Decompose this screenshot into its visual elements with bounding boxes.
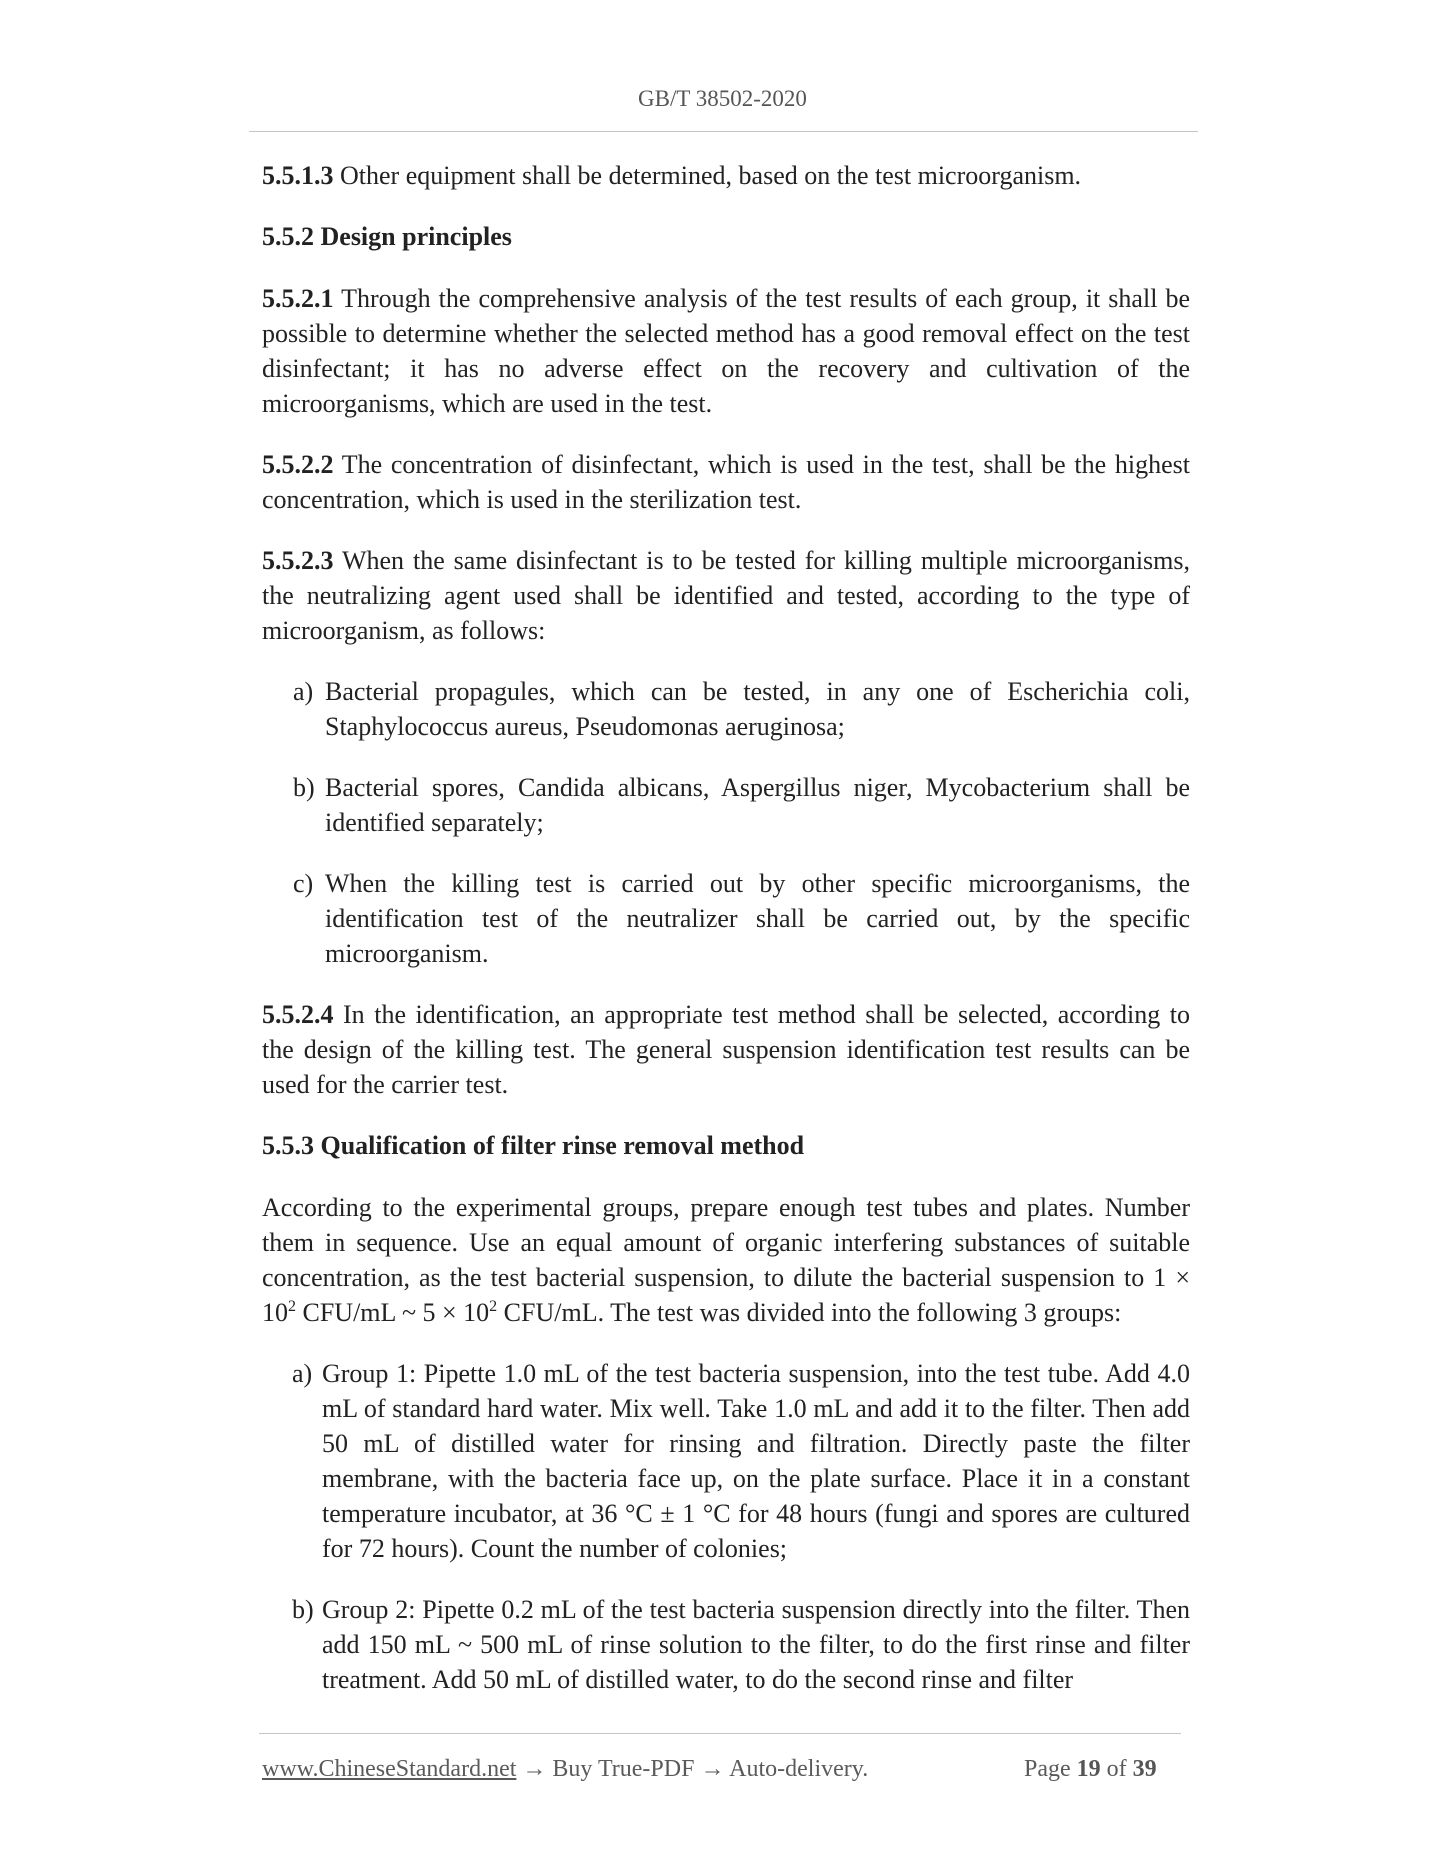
clause-text: Other equipment shall be determined, based on the test microorganism.: [333, 161, 1082, 190]
of-label: of: [1100, 1756, 1133, 1782]
list-item-text: Group 1: Pipette 1.0 mL of the test bacteria suspension, into the test tube. Add 4.0 mL of standard hard water. Mix well. Take 1.0 mL and add it to the filter. Then add 50 mL of distilled water for rinsing and filtration. Directly paste the filter membrane, with the bacteria face up, on the plate surface. Place it in a constant temperature incubator, at 36 °C ± 1 °C for 48 hours (fungi and spores are cultured for 72 hours). Count the number of colonies;: [322, 1359, 1190, 1563]
section-heading-text: 5.5.2 Design principles: [262, 222, 512, 251]
document-id: GB/T 38502-2020: [638, 86, 807, 111]
exponent: 2: [288, 1298, 296, 1315]
clause-5-5-2-2: [262, 447, 1190, 517]
clause-text: When the same disinfectant is to be tested for killing multiple microorganisms, the neutralizing agent used shall be identified and tested, according to the type of microorganism, as follows:: [262, 546, 1190, 645]
page-label: Page: [1024, 1756, 1077, 1782]
page-header: [0, 86, 1445, 112]
list-marker: c): [293, 869, 314, 898]
list-item-text: Group 2: Pipette 0.2 mL of the test bacteria suspension directly into the filter. Then add 150 mL ~ 500 mL of rinse solution to the filter, to do the first rinse and filter treatment. Add 50 mL of distilled water, to do the second rinse and filter: [322, 1595, 1190, 1694]
arrow-right-icon: →: [694, 1756, 730, 1782]
intro-text: According to the experimental groups, prepare enough test tubes and plates. Number them in sequence. Use an equal amount of organic interfering substances of suitable concentration, as the test bacterial suspension, to dilute the bacterial suspension to 1 × 10: [262, 1193, 1190, 1327]
clause-number: 5.5.2.3: [262, 546, 334, 575]
list-item: [262, 674, 1190, 744]
clause-5-5-2-4: [262, 997, 1190, 1102]
section-5-5-3-intro: [262, 1190, 1190, 1330]
list-item: [262, 1592, 1190, 1697]
clause-5-5-2-1: [262, 281, 1190, 421]
page-total: 39: [1132, 1756, 1157, 1782]
page-indicator: [1024, 1756, 1157, 1783]
footer-promo: [262, 1756, 868, 1783]
list-marker: a): [293, 677, 314, 706]
section-heading-5-5-2: [262, 219, 1190, 254]
list-item: [262, 1356, 1190, 1566]
buy-pdf-text: Buy True-PDF: [552, 1756, 695, 1782]
section-heading-text: 5.5.3 Qualification of filter rinse removal method: [262, 1131, 805, 1160]
list-item: [262, 866, 1190, 971]
clause-number: 5.5.2.4: [262, 1000, 334, 1029]
auto-delivery-text: Auto-delivery.: [729, 1756, 869, 1782]
list-item-text: Bacterial propagules, which can be tested, in any one of Escherichia coli, Staphylococcus aureus, Pseudomonas aeruginosa;: [325, 677, 1190, 741]
list-item: [262, 770, 1190, 840]
intro-text: CFU/mL. The test was divided into the following 3 groups:: [497, 1298, 1122, 1327]
list-marker: a): [292, 1359, 313, 1388]
microorganism-list: [262, 674, 1190, 971]
list-item-text: Bacterial spores, Candida albicans, Aspergillus niger, Mycobacterium shall be identified separately;: [325, 773, 1190, 837]
website-link[interactable]: www.ChineseStandard.net: [262, 1756, 517, 1782]
clause-5-5-1-3: [262, 158, 1190, 193]
header-divider: [249, 131, 1198, 132]
list-item-text: When the killing test is carried out by other specific microorganisms, the identification test of the neutralizer shall be carried out, by the specific microorganism.: [325, 869, 1190, 968]
exponent: 2: [489, 1298, 498, 1315]
arrow-right-icon: →: [516, 1756, 553, 1782]
footer-divider: [259, 1733, 1181, 1734]
clause-text: The concentration of disinfectant, which is used in the test, shall be the highest concentration, which is used in the sterilization test.: [262, 450, 1190, 514]
clause-number: 5.5.2.1: [262, 284, 334, 313]
list-marker: b): [293, 773, 315, 802]
test-group-list: [262, 1356, 1190, 1697]
clause-5-5-2-3: [262, 543, 1190, 648]
page-number: 19: [1076, 1756, 1101, 1782]
clause-text: Through the comprehensive analysis of the test results of each group, it shall be possible to determine whether the selected method has a good removal effect on the test disinfectant; it has no adverse effect on the recovery and cultivation of the microorganisms, which are used in the test.: [262, 284, 1190, 418]
list-marker: b): [292, 1595, 314, 1624]
intro-text: CFU/mL ~ 5 × 10: [296, 1298, 490, 1327]
page-content: [262, 158, 1190, 1723]
clause-number: 5.5.2.2: [262, 450, 334, 479]
section-heading-5-5-3: [262, 1128, 1190, 1163]
clause-number: 5.5.1.3: [262, 161, 334, 190]
clause-text: In the identification, an appropriate test method shall be selected, according to the design of the killing test. The general suspension identification test results can be used for the carrier test.: [262, 1000, 1190, 1099]
